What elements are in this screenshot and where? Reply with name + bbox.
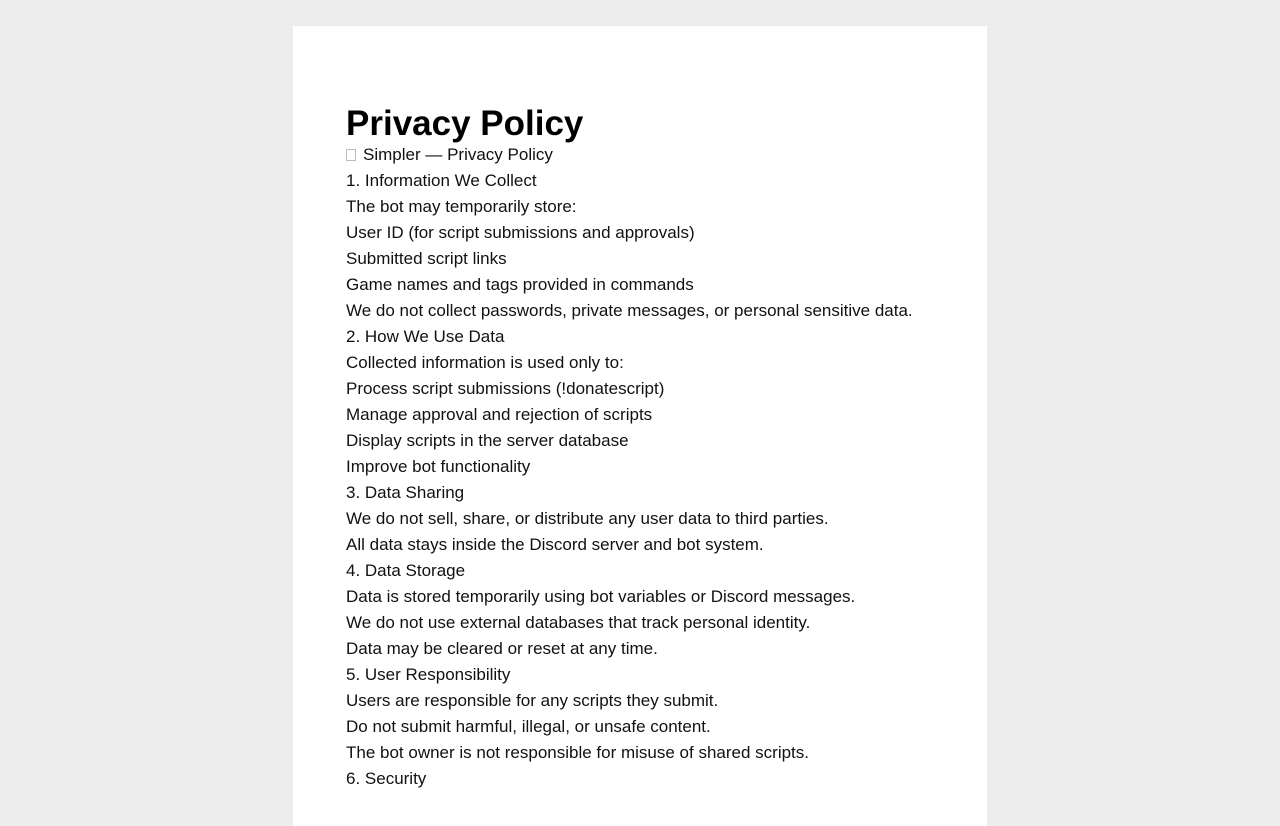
policy-line: We do not sell, share, or distribute any user data to third parties. bbox=[346, 509, 829, 528]
policy-line: We do not collect passwords, private messages, or personal sensitive data. bbox=[346, 301, 913, 320]
policy-line: Process script submissions (!donatescript) bbox=[346, 379, 665, 398]
policy-body bbox=[346, 142, 976, 792]
policy-line: The bot owner is not responsible for misuse of shared scripts. bbox=[346, 743, 809, 762]
section-heading-security: 6. Security bbox=[346, 769, 427, 788]
policy-line: The bot may temporarily store: bbox=[346, 197, 577, 216]
policy-line: Improve bot functionality bbox=[346, 457, 531, 476]
policy-heading-text: Simpler — Privacy Policy bbox=[363, 145, 553, 164]
page-title: Privacy Policy bbox=[346, 104, 584, 143]
section-heading-storage: 4. Data Storage bbox=[346, 561, 466, 580]
section-heading-information: 1. Information We Collect bbox=[346, 171, 537, 190]
policy-heading bbox=[346, 142, 976, 168]
policy-line: Display scripts in the server database bbox=[346, 431, 629, 450]
section-heading-sharing: 3. Data Sharing bbox=[346, 483, 465, 502]
policy-line: We do not use external databases that track personal identity. bbox=[346, 613, 811, 632]
document-page bbox=[293, 26, 987, 826]
policy-line: Game names and tags provided in commands bbox=[346, 275, 694, 294]
policy-line: Do not submit harmful, illegal, or unsafe content. bbox=[346, 717, 711, 736]
policy-line: All data stays inside the Discord server and bot system. bbox=[346, 535, 764, 554]
policy-line: Manage approval and rejection of scripts bbox=[346, 405, 653, 424]
section-heading-responsibility: 5. User Responsibility bbox=[346, 665, 511, 684]
policy-line: User ID (for script submissions and approvals) bbox=[346, 223, 695, 242]
policy-line: Collected information is used only to: bbox=[346, 353, 624, 372]
policy-line: Users are responsible for any scripts they submit. bbox=[346, 691, 719, 710]
section-heading-use: 2. How We Use Data bbox=[346, 327, 505, 346]
policy-line: Submitted script links bbox=[346, 249, 507, 268]
policy-line: Data may be cleared or reset at any time. bbox=[346, 639, 658, 658]
policy-line: Data is stored temporarily using bot variables or Discord messages. bbox=[346, 587, 856, 606]
missing-glyph-icon bbox=[346, 149, 356, 161]
